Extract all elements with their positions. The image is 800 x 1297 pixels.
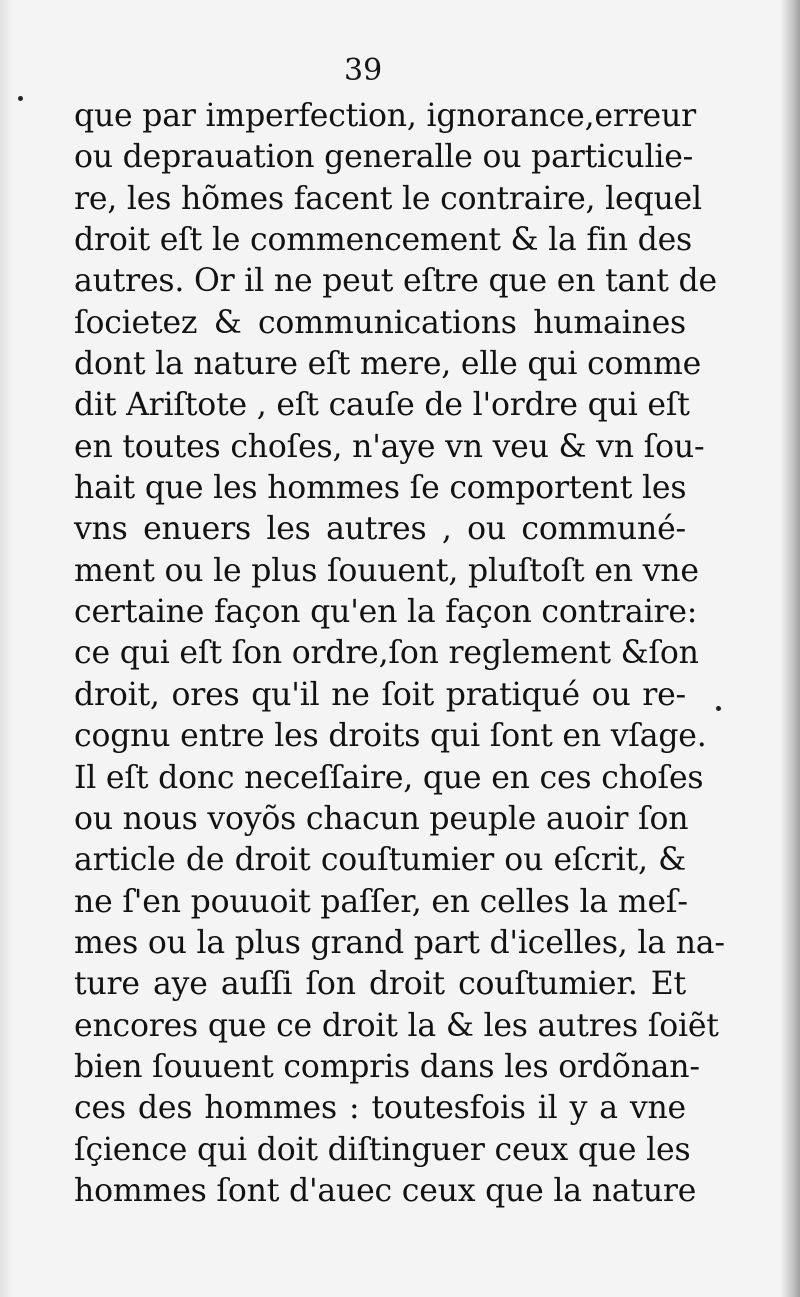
text-line: dont la nature eſt mere, elle qui comme [74,346,702,383]
text-line: droit eſt le commencement & la fin des [74,222,692,259]
text-line: droit, ores qu'il ne ſoit pratiqué ou re- [74,676,686,713]
text-line: hommes ſont d'auec ceux que la nature [74,1172,697,1209]
text-line: que par imperfection, ignorance,erreur [74,98,696,134]
text-line: ſçience qui doit diſtinguer ceux que les [74,1131,691,1168]
text-line: cognu entre les droits qui ſont en vſage. [74,718,707,755]
page-number: 39 [344,53,383,88]
text-line: vns enuers les autres , ou communé- [74,511,686,548]
text-line: hait que les hommes ſe comportent les [74,470,687,507]
text-line: dit Ariſtote , eſt cauſe de l'ordre qui eſt [74,387,690,424]
page-right-shadow [780,0,800,1297]
text-line: ce qui eſt ſon ordre,ſon reglement &ſon [74,635,699,672]
ink-speck [716,706,721,711]
text-line: ment ou le plus ſouuent, pluſtoſt en vne [74,552,699,589]
text-line: mes ou la plus grand part d'icelles, la na- [74,924,725,961]
text-line: en toutes choſes, n'aye vn veu & vn ſou- [74,428,705,465]
page-left-shadow [0,0,14,1297]
text-line: ture aye auſſi ſon droit couſtumier. Et [74,966,686,1003]
text-line: autres. Or il ne peut eſtre que en tant de [74,263,717,300]
text-line: bien ſouuent compris dans les ordõnan- [74,1048,700,1085]
text-line: encores que ce droit la & les autres ſoiẽt [74,1007,719,1044]
text-line: ou nous voyõs chacun peuple auoir ſon [74,800,689,837]
ink-speck [18,96,23,101]
text-line: Il eſt donc neceſſaire, que en ces choſes [74,759,704,796]
text-line: re, les hõmes facent le contraire, lequel [74,180,702,217]
text-line: ces des hommes : toutesfois il y a vne [74,1090,686,1127]
body-text [74,96,725,1212]
text-line: ou deprauation generalle ou particulie- [74,139,694,176]
text-line: article de droit couſtumier ou eſcrit, & [74,842,686,879]
text-line: ne ſ'en pouuoit paſſer, en celles la meſ- [74,883,688,920]
text-line: certaine façon qu'en la façon contraire: [74,594,698,631]
text-line: ſocietez & communications humaines [74,304,686,341]
